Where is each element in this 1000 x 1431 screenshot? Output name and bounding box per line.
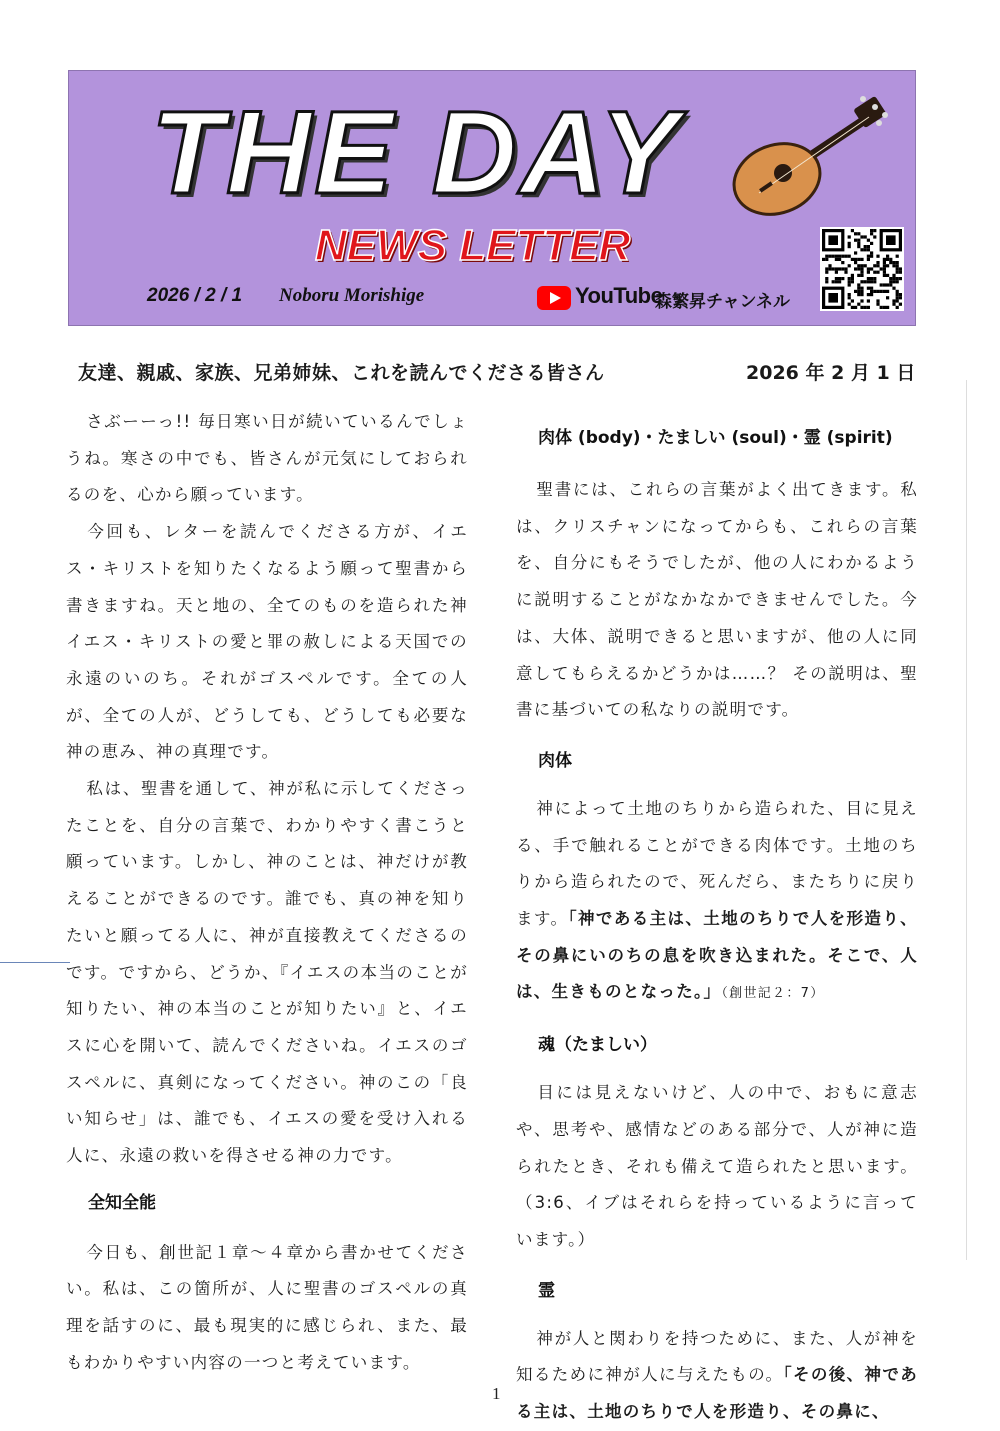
section-heading: 魂（たましい）	[538, 1035, 657, 1056]
greeting-line: 友達、親戚、家族、兄弟姉妹、これを読んでくださる皆さん	[78, 362, 605, 384]
section-heading: 肉体 (body)・たましい (soul)・霊 (spirit)	[538, 428, 893, 448]
youtube-label[interactable]: YouTube	[575, 283, 663, 308]
qr-code[interactable]	[820, 227, 904, 311]
newsletter-title: THE DAY	[151, 87, 682, 219]
scan-artifact	[0, 962, 70, 963]
youtube-icon	[537, 286, 571, 310]
scripture-quote: 「その後、神である主は、土地のちりで人を形造り、その鼻に、	[516, 1365, 919, 1422]
paragraph: 今回も、レターを読んでくださる方が、イエス・キリストを知りたくなるよう願って聖書から書きますね。天と地の、全てのものを造られた神イエス・キリストの愛と罪の赦しによる天国での永遠のいのち。それがゴスペルです。全ての人が、全ての人が、どうしても、どうしても必要な神の恵み、神の真理です。	[66, 522, 468, 762]
scripture-reference: （創世記２：7）	[721, 986, 825, 1002]
qr-code-pattern	[822, 229, 902, 309]
paragraph: 私は、聖書を通して、神が私に示してくださったことを、自分の言葉で、わかりやすく書こうと願っています。しかし、神のことは、神だけが教えることができるのです。誰でも、真の神を知りたいと願ってる人に、神が直接教えてくださるのです。ですから、どうか、『イエスの本当のことが知りたい、神の本当のことが知りたい』と、イエスに心を開いて、読んでくださいね。イエスのゴスペルに、真剣になってください。神のこの「良い知らせ」は、誰でも、イエスの愛を受け入れる人に、永遠の救いを得させる神の力です。	[66, 779, 468, 1166]
author-name: Noboru Morishige	[279, 285, 425, 306]
channel-name[interactable]: 森繁昇チャンネル	[655, 292, 790, 312]
right-column	[516, 404, 918, 1431]
paragraph: 神によって土地のちりから造られた、目に見える、手で触れることができる肉体です。土地のちりから造られたので、死んだら、またちりに戻ります。「神である主は、土地のちりで人を形造り、その鼻にいのちの息を吹き込まれた。そこで、人は、生きものとなった。」（創世記２：7）	[516, 798, 918, 1002]
letter-date: 2026 年 2 月 1 日	[746, 362, 916, 384]
page-number: 1	[492, 1384, 501, 1403]
paragraph: 目には見えないけど、人の中で、おもに意志や、思考や、感情などのある部分で、人が神に造られたとき、それも備えて造られたと思います。（3:6、イブはそれらを持っているように言っています。）	[516, 1083, 918, 1249]
paragraph: 神が人と関わりを持つために、また、人が神を知るために神が人に与えたもの。「その後、神である主は、土地のちりで人を形造り、その鼻に、	[516, 1328, 919, 1422]
section-heading: 全知全能	[88, 1192, 156, 1213]
newsletter-banner	[68, 70, 916, 326]
mandolin-icon	[729, 89, 889, 229]
left-column	[66, 404, 468, 1382]
scan-artifact	[966, 380, 967, 1260]
newsletter-subtitle: NEWS LETTER	[315, 221, 631, 270]
paragraph: 聖書には、これらの言葉がよく出てきます。私は、クリスチャンになってからも、これらの言葉を、自分にもそうでしたが、他の人にわかるように説明することがなかなかできませんでした。今は、大体、説明できると思いますが、他の人に同意してもらえるかどうかは……？ その説明は、聖書に基づいての私なりの説明です。	[516, 480, 918, 720]
issue-date: 2026 / 2 / 1	[147, 285, 243, 306]
paragraph: さぶーーっ!! 毎日寒い日が続いているんでしょうね。寒さの中でも、皆さんが元気にしておられるのを、心から願っています。	[66, 412, 468, 505]
paragraph: 今日も、創世記１章～４章から書かせてください。私は、この箇所が、人に聖書のゴスペルの真理を話すのに、最も現実的に感じられ、また、最もわかりやすい内容の一つと考えています。	[66, 1242, 468, 1372]
section-heading: 肉体	[538, 750, 572, 771]
scripture-quote: 「神である主は、土地のちりで人を形造り、その鼻にいのちの息を吹き込まれた。そこで、人は、生きものとなった。」	[516, 909, 918, 1002]
section-heading: 霊	[538, 1280, 555, 1301]
